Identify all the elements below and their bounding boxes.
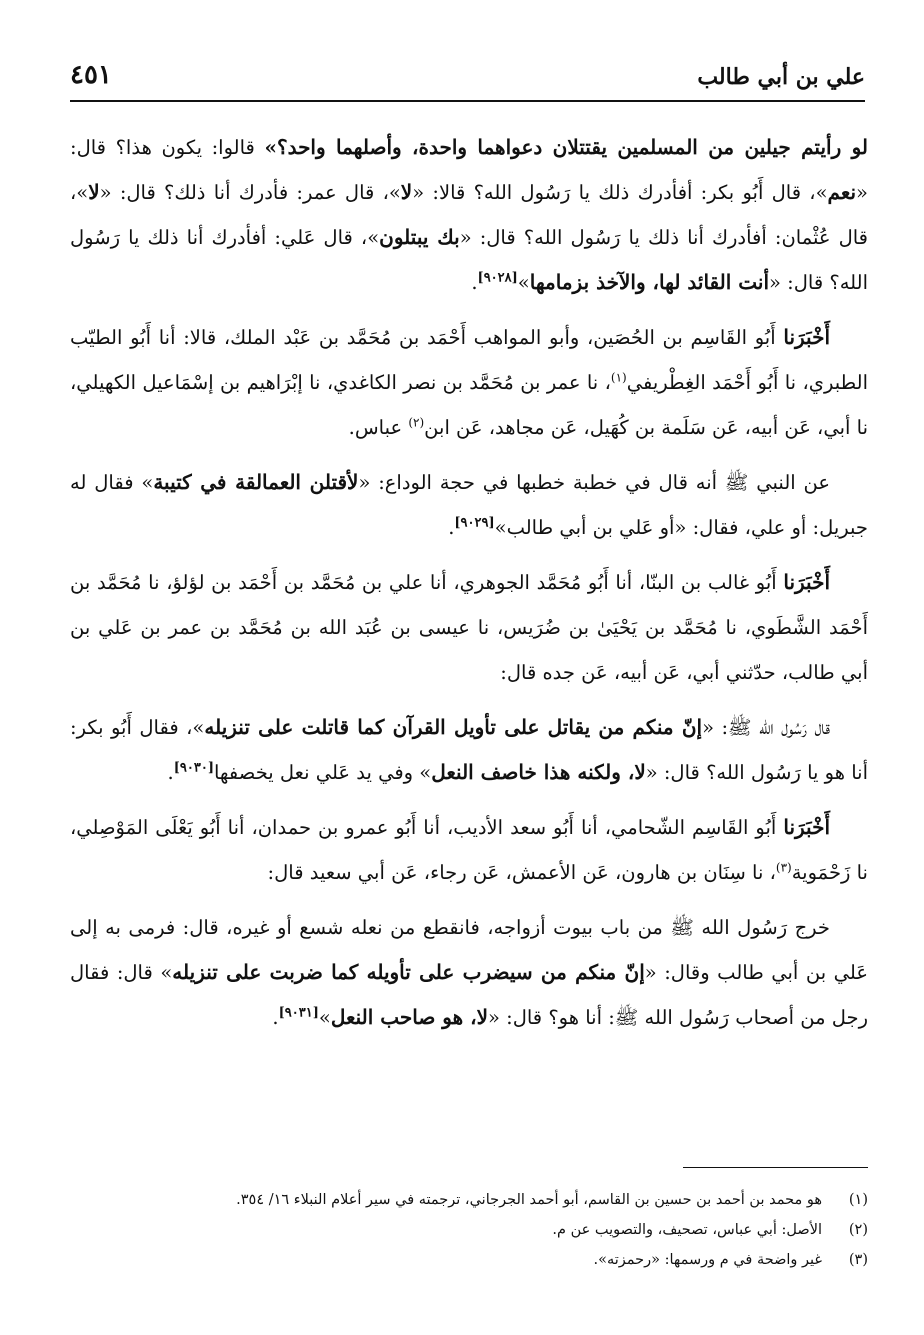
footnote-number: (١) — [848, 1192, 868, 1208]
text-span: نعم — [827, 180, 857, 204]
text-span: عباس. — [348, 416, 409, 439]
footnote-item — [70, 1185, 868, 1215]
text-span: ، نا عمر بن مُحَمَّد بن نصر الكاغدي، نا إبْرَاهيم بن إسْمَاعيل الكهيلي، نا أبي، عَن أبيه، عَن سَلَمة بن كُهَيل، عَن مجاهد، عَن ابن — [70, 371, 868, 439]
text-span: لا، ولكنه هذا خاصف النعل — [431, 760, 646, 784]
footnotes — [70, 1185, 868, 1275]
text-span: لا — [88, 180, 100, 204]
text-span: »، قال أَبُو بكر: أفأدرك ذلك يا رَسُول الله؟ قالا: « — [412, 181, 828, 204]
text-span: لأقتلن العمالقة في كتيبة — [153, 470, 359, 494]
main-text — [70, 125, 868, 1050]
lead-word: أَخْبَرَنا — [783, 325, 830, 349]
hadith-number: [٩٠٢٩] — [454, 515, 495, 531]
text-span: إنّ منكم من يقاتل على تأويل القرآن كما قاتلت على تنزيله — [204, 715, 703, 739]
footnote-divider — [683, 1167, 868, 1168]
text-span: » فقال له جبريل: أو علي، فقال: «أو عَلي بن أبي طالب» — [70, 471, 868, 539]
footnote-item — [70, 1245, 868, 1275]
text-span: بك يبتلون — [379, 225, 460, 249]
paragraph-6 — [70, 805, 868, 895]
text-span: أَبُو القَاسِم الشّحامي، أنا أَبُو سعد الأديب، أنا أَبُو عمرو بن حمدان، أنا أَبُو يَعْلَى المَوْصِلي، نا زَحْمَوية — [70, 816, 868, 884]
text-span: »، قال عُثْمان: أفأدرك أنا ذلك يا رَسُول الله؟ قال: « — [70, 181, 868, 249]
paragraph-7 — [70, 905, 868, 1040]
text-span: . — [167, 761, 174, 784]
page-header — [70, 60, 865, 102]
text-span: »، فقال أَبُو بكر: أنا هو يا رَسُول الله؟ قال: « — [70, 716, 868, 784]
text-span: » — [517, 271, 530, 294]
paragraph-2 — [70, 315, 868, 450]
text-span: » — [318, 1006, 331, 1029]
paragraph-5 — [70, 705, 868, 795]
hadith-number: [٩٠٣١] — [278, 1005, 319, 1021]
text-span: ، نا سِنَان بن هارون، عَن الأعمش، عَن رجاء، عَن أبي سعيد قال: — [267, 861, 776, 884]
footnote-text: غير واضحة في م ورسمها: «رحمزته». — [593, 1252, 822, 1268]
text-span: » قال: فقال رجل من أصحاب رَسُول الله ﷺ: أنا هو؟ قال: « — [70, 961, 868, 1029]
text-span: إنّ منكم من سيضرب على تأويله كما ضربت على تنزيله — [172, 960, 645, 984]
footnote-number: (٣) — [848, 1252, 868, 1268]
footnote-marker: (٣) — [775, 860, 792, 875]
text-span: عن النبي ﷺ أنه قال في خطبة خطبها في حجة الوداع: « — [358, 471, 830, 494]
footnote-marker: (٢) — [408, 415, 425, 430]
text-span: لا، هو صاحب النعل — [330, 1005, 488, 1029]
text-span: لا — [400, 180, 413, 204]
footnote-item — [70, 1215, 868, 1245]
footnote-marker: (١) — [610, 370, 627, 385]
paragraph-3 — [70, 460, 868, 550]
text-span: أَبُو القَاسِم بن الحُصَين، وأبو المواهب أَحْمَد بن مُحَمَّد بن عَبْد الملك، قالا: أنا أَبُو الطيّب الطبري، نا أَبُو أَحْمَد الغِطْريفي — [70, 326, 869, 394]
text-span: قال رَسُول الله ﷺ: « — [702, 716, 830, 739]
text-span: » وفي يد عَلي نعل يخصفها — [213, 761, 432, 784]
text-span: . — [471, 271, 478, 294]
text-span: أَبُو غالب بن البنّا، أنا أَبُو مُحَمَّد الجوهري، أنا علي بن مُحَمَّد بن أَحْمَد بن لؤلؤ، نا مُحَمَّد بن أَحْمَد الشَّطَوي، نا مُحَمَّد بن يَحْيَىٰ بن ضُرَيس، نا عيسى بن عُبَد الله بن مُحَمَّد بن عمر بن عَلي بن أبي طالب، حدّثني أبي، عَن أبيه، عَن جده قال: — [70, 571, 868, 684]
text-span: قالوا: يكون هذا؟ قال: « — [70, 136, 868, 204]
text-span: »، قال عمر: فأدرك أنا ذلك؟ قال: « — [99, 181, 401, 204]
lead-word: أَخْبَرَنا — [783, 570, 830, 594]
running-title: علي بن أبي طالب — [697, 64, 865, 90]
text-span: خرج رَسُول الله ﷺ من باب بيوت أزواجه، فانقطع من نعله شسع أو غيره، قال: فرمى به إلى عَلي بن أبي طالب وقال: « — [70, 916, 869, 984]
footnote-number: (٢) — [848, 1222, 868, 1238]
hadith-number: [٩٠٢٨] — [477, 270, 518, 286]
text-span: أنت القائد لها، والآخذ بزمامها — [529, 270, 770, 294]
paragraph-1 — [70, 125, 868, 305]
text-span: . — [448, 516, 455, 539]
text-span: . — [272, 1006, 279, 1029]
text-span: لو رأيتم جيلين من المسلمين يقتتلان دعواهما واحدة، وأصلهما واحد؟» — [264, 135, 868, 159]
text-span: »، قال عَلي: أفأدرك أنا ذلك يا رَسُول الله؟ قال: « — [70, 226, 868, 294]
footnote-text: هو محمد بن أحمد بن حسين بن القاسم، أبو أحمد الجرجاني، ترجمته في سير أعلام النبلاء ١٦/ ٣٥٤. — [236, 1192, 822, 1208]
footnote-text: الأصل: أبي عباس، تصحيف، والتصويب عن م. — [552, 1222, 822, 1238]
paragraph-4 — [70, 560, 868, 695]
page-number: ٤٥١ — [70, 60, 112, 90]
hadith-number: [٩٠٣٠] — [173, 760, 214, 776]
lead-word: أَخْبَرَنا — [783, 815, 830, 839]
